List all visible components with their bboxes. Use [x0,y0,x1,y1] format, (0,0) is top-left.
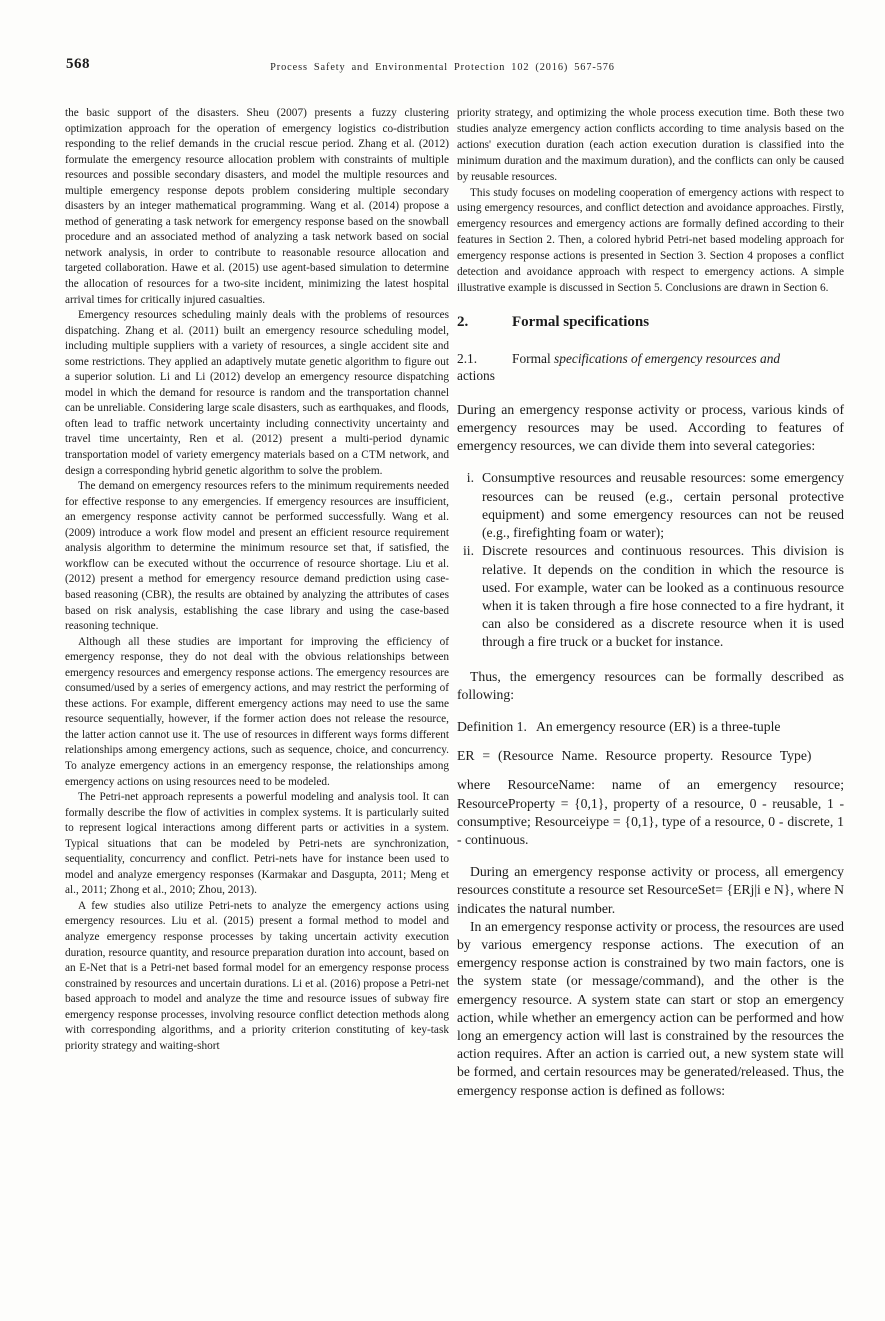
left-paragraph-5: The Petri-net approach represents a powerful modeling and analysis tool. It can formally describe the flow of activities in complex systems. It is particularly suited to represent logical interactions among different parts or activities in a system. Typical situations that can be modeled by Petri-nets are synchronization, sequentiality, concurrency and conflict. Petri-nets have for instance been used to model and analyze emergency responses (Karmakar and Dasgupta, 2011; Meng et al., 2011; Zhong et al., 2010; Zhou, 2013). [65,791,449,897]
left-paragraph-2: Emergency resources scheduling mainly deals with the problems of resources dispatching. Zhang et al. (2011) built an emergency resource scheduling model, including multiple suppliers with a variety of resources, a single accident site and some restrictions. They applied an adaptively mutate genetic algorithm to figure out a superior solution. Li and Li (2012) develop an emergency resource dispatching model in which the demand for resource is random and the transportation channel can be unreliable. Considering large scale disasters, such as earthquakes, and floods, often lead to traffic network uncertainty including connectivity uncertainty and travel time uncertainty, Ren et al. (2012) present a multi-period dynamic transportation model of variety emergency materials based on a CTM network, and design a corresponding hybrid genetic algorithm to solve the problem. [65,309,449,477]
equation-er-tuple: ER = (Resource Name. Resource property. Resource Type) [457,748,812,764]
right-intro [457,106,844,297]
resource-set-paragraph: During an emergency response activity or process, all emergency resources constitute a resource set ResourceSet= {ERj|i e N}, where N indicates the natural number. [457,864,844,916]
subsection-tail: actions [457,367,495,383]
definition-label: Definition 1. [457,718,527,734]
definition-1 [457,718,844,736]
definition-text: An emergency resource (ER) is a three-tuple [535,718,781,734]
left-column [65,106,449,1054]
right-paragraph-2: This study focuses on modeling cooperation of emergency actions with respect to using emergency resources, and conflict detection and avoidance approaches. Firstly, emergency resources and emergency actions are formally defined according to their features in Section 2. Then, a colored hybrid Petri-net based modeling approach for emergency response actions is presented in Section 3. Section 4 proposes a conflict detection and avoidance approach with respect to emergency actions. A simple illustrative example is discussed in Section 5. Conclusions are drawn in Section 6. [457,186,844,294]
list-item-marker: i. [466,470,474,486]
body-intro-paragraph: During an emergency response activity or process, various kinds of emergency resources may be used. According to features of emergency resources, we can divide them into several categories: [457,401,844,454]
section-heading [457,313,844,332]
left-paragraph-3: The demand on emergency resources refers to the minimum requirements needed for effective response to any emergencies. If emergency resources are insufficient, an emergency response activity cannot be performed successfully. Wang et al. (2009) introduce a work flow model and present an efficient resource requirement analysis algorithm to determine the minimum resource set that, if satisfied, the workflow can be executed without the occurrence of resource shortage. Liu et al. (2012) present a method for emergency resource demand prediction using case-based reasoning (CBR), the results are obtained by analyzing the attributes of cases based on risk analysis, establishing the case library and using the case-based reasoning technique. [65,480,449,633]
subsection-title-italic: specifications of emergency resources and [554,350,781,366]
subsection-number: 2.1. [457,350,478,366]
subsection-lead: Formal [512,350,555,366]
where-paragraph: where ResourceName: name of an emergency resource; ResourceProperty = {0,1}, property of a resource, 0 - reusable, 1 - consumptive; Resourceiype = {0,1}, type of a resource, 0 - discrete, 1 - continuous. [457,777,844,847]
right-column [457,106,844,1100]
journal-running-head: Process Safety and Environmental Protection 102 (2016) 567-576 [270,62,615,73]
list-item-text: Discrete resources and continuous resources. This division is relative. It depends on the condition in which the resource is used. For example, water can be looked as a continuous resource when it is taken through a fire hose connected to a fire hydrant, it can also be considered as a discrete resource when it is used through a fire truck or a bucket for instance. [482,543,844,650]
section-number: 2. [457,313,469,330]
action-constraints-paragraph: In an emergency response activity or process, the resources are used by various emergency response actions. The execution of an emergency response action is constrained by two main factors, one is the system state (or message/command), and the other is the emergency resource. A system state can start or stop an emergency action, while whether an emergency action can be performed and how long an emergency action will last is constrained by the resources the action requires. After an action is carried out, a new system state will be formed, and certain resources may be generated/released. Thus, the emergency response action is defined as follows: [457,918,844,1098]
subsection-heading [457,350,844,384]
right-paragraph-1: priority strategy, and optimizing the whole process execution time. Both these two studies analyze emergency action conflicts according to time analysis based on the actions' execution duration (each action execution duration is classified into the minimum duration and the maximum duration), and the conflicts can only be caused by reusable resources. [457,107,844,183]
list-item [457,469,844,542]
list-item-marker: ii. [462,543,474,559]
section-title: Formal specifications [512,313,650,330]
left-paragraph-1: the basic support of the disasters. Sheu (2007) presents a fuzzy clustering optimization approach for the operation of emergency logistics co-distribution responding to the relief demands in the crucial rescue period. Zhang et al. (2012) formulate the emergency resource allocation problem with constraints of multiple resources and possible secondary disasters, and model the multiple resources and multiple emergency response depots problem considering multiple secondary disasters by an integer mathematical programming. Wang et al. (2014) propose a method of generating a task network for emergency response based on the snowball procedure and an associated method of analyzing a task network based on social network analysis, in order to contribute to reasonable resource allocation and targeted collaboration. Hawe et al. (2015) use agent-based simulation to determine the allocation of resources for a two-site incident, minimizing the latest hospital arrival times for critically injured casualties. [65,107,449,306]
left-paragraph-4: Although all these studies are important for improving the efficiency of emergency response, they do not deal with the obvious relationships between emergency resources and emergency response actions. The emergency resources are consumed/used by a series of emergency actions, and may restrict the performing of these actions. For example, different emergency actions may need to use the same resource sequentially, however, if the former action does not release the resource, the latter action cannot use it. The use of resources in different ways forms different relationships among emergency actions, such as sequence, choice, and concurrency. To analyze emergency actions in an emergency response, the relationships among emergency actions on using resources need to be modeled. [65,635,449,788]
list-item [457,542,844,651]
page-number: 568 [66,56,90,72]
list-item-text: Consumptive resources and reusable resources: some emergency resources can be reused (e.g., certain personal protective equipment) and some emergency resources can not be reused (e.g., firefighting foam or water); [482,470,844,541]
thus-paragraph: Thus, the emergency resources can be formally described as following: [457,668,844,702]
left-paragraph-6: A few studies also utilize Petri-nets to analyze the emergency actions using emergency resources. Liu et al. (2015) present a formal method to model and analyze emergency response processes by taking uncertain activity execution duration, resource quantity, and resource preparation duration into account, based on an E-Net that is a Petri-net based formal model for an emergency response process constrained by resources and uncertain durations. Li et al. (2016) propose a Petri-net based approach to model and analyze the time and resource issues of subway fire emergency response processes, involving resource conflict detection methods along with corresponding algorithms, and a priority criterion constituting of key-task priority strategy and waiting-short [65,899,449,1052]
section-body [457,401,844,1100]
resource-category-list [457,469,844,651]
